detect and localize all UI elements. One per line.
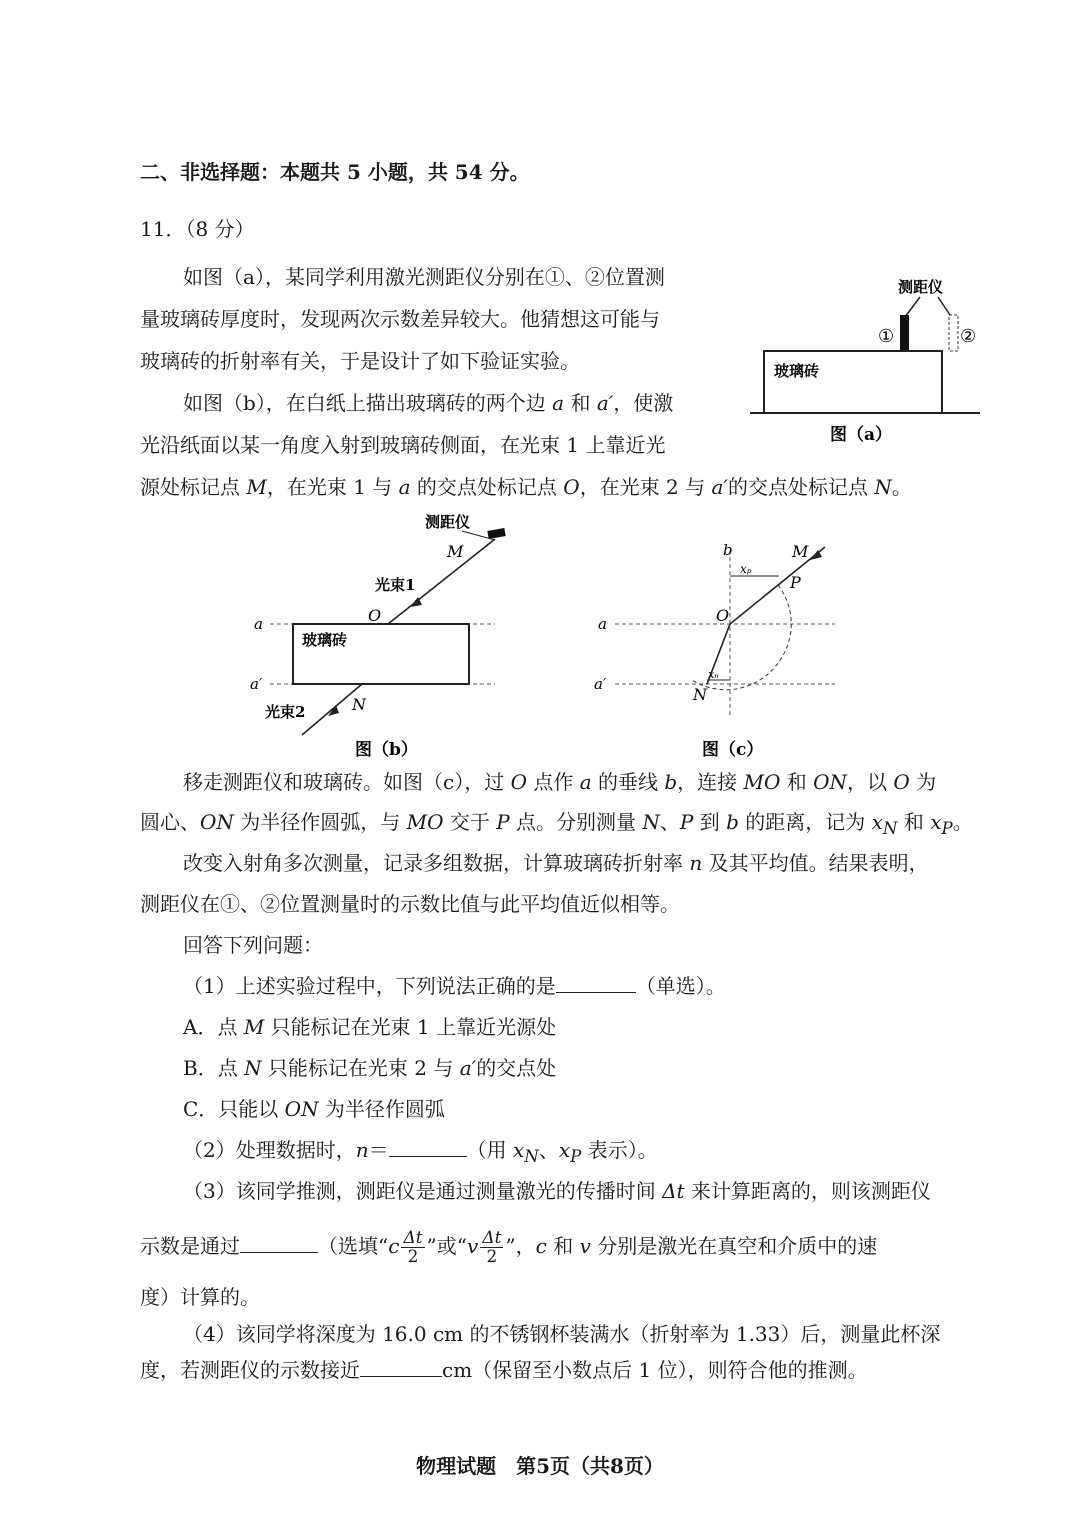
q3-fraction-v: $\frac{\Delta t}{2}$ <box>482 1228 502 1267</box>
q3-line-1: （3）该同学推测，测距仪是通过测量激光的传播时间 Δt 来计算距离的，则该测距仪 <box>183 1179 931 1203</box>
q3-answer-blank[interactable] <box>240 1234 318 1253</box>
question-number: 11．（8 分） <box>140 217 255 241</box>
fig-c-caption: 图（c） <box>702 740 764 760</box>
fig-b-M: M <box>447 542 464 561</box>
fig-c-arc <box>692 585 791 690</box>
q1-option-c: C．只能以 ON 为半径作圆弧 <box>183 1097 445 1121</box>
q1-option-a: A．点 M 只能标记在光束 1 上靠近光源处 <box>183 1015 557 1039</box>
intro-line-2: 量玻璃砖厚度时，发现两次示数差异较大。他猜想这可能与 <box>140 307 660 331</box>
fig-c-M: M <box>792 542 809 561</box>
intro-line-4: 如图（b），在白纸上描出玻璃砖的两个边 a 和 a′，使激 <box>183 391 674 415</box>
q4-answer-blank[interactable] <box>360 1358 442 1377</box>
fig-a-device-label: 测距仪 <box>898 278 944 296</box>
fig-b-caption: 图（b） <box>355 740 418 760</box>
para2-line-1: 移走测距仪和玻璃砖。如图（c），过 O 点作 a 的垂线 b，连接 MO 和 ON，以 O 为 <box>183 770 937 794</box>
fig-c-N: N <box>693 685 707 704</box>
fig-b-aprime-label: a′ <box>250 675 263 693</box>
para3-line-2: 测距仪在①、②位置测量时的示数比值与此平均值近似相等。 <box>140 892 680 916</box>
para3-line-1: 改变入射角多次测量，记录多组数据，计算玻璃砖折射率 n 及其平均值。结果表明， <box>183 851 929 875</box>
fig-c-a-label: a <box>598 615 607 633</box>
q2: （2）处理数据时，n＝ （用 $x_N$、$x_P$ 表示）。 <box>183 1138 658 1166</box>
fig-b-N: N <box>352 695 366 714</box>
intro-line-3: 玻璃砖的折射率有关，于是设计了如下验证实验。 <box>140 349 580 373</box>
q4-line-1: （4）该同学将深度为 16.0 cm 的不锈钢杯装满水（折射率为 1.33）后，测量此杯深 <box>183 1322 941 1346</box>
q1-answer-blank[interactable] <box>556 974 636 993</box>
fig-a-glass-block <box>764 351 942 413</box>
fig-b-block-label: 玻璃砖 <box>302 631 348 649</box>
fig-c-b-label: b <box>723 541 733 559</box>
fig-c-P: P <box>790 573 801 592</box>
q2-answer-blank[interactable] <box>389 1138 467 1157</box>
fig-c-xp-label: xₚ <box>740 562 752 576</box>
intro-line-6: 源处标记点 M，在光束 1 与 a 的交点处标记点 O，在光束 2 与 a′的交点处标记点 N。 <box>140 475 912 499</box>
fig-c-xn-label: xₙ <box>708 668 719 681</box>
fig-a-caption: 图（a） <box>830 425 893 445</box>
fig-b-device <box>488 532 505 535</box>
fig-b-a-label: a <box>254 615 263 633</box>
figure-a <box>750 270 990 450</box>
q1-stem: （1）上述实验过程中，下列说法正确的是 （单选）。 <box>183 974 726 998</box>
fig-c-line-MO <box>730 547 825 624</box>
fig-a-device-pos1 <box>900 315 909 351</box>
q3-fraction-c: $\frac{\Delta t}{2}$ <box>403 1228 423 1267</box>
para2-line-2: 圆心、ON 为半径作圆弧，与 MO 交于 P 点。分别测量 N、P 到 b 的距离，记为 $x_N$ 和 $x_P$。 <box>140 810 973 838</box>
q4-line-2: 度，若测距仪的示数接近 cm（保留至小数点后 1 位），则符合他的推测。 <box>140 1358 868 1382</box>
page-footer: 物理试题 第5页（共8页） <box>416 1454 664 1478</box>
fig-b-beam2-label: 光束2 <box>265 703 306 721</box>
fig-a-pos2: ② <box>960 326 977 347</box>
fig-a-block-label: 玻璃砖 <box>774 362 820 380</box>
fig-c-O: O <box>716 606 730 625</box>
q1-option-b: B．点 N 只能标记在光束 2 与 a′的交点处 <box>183 1056 557 1080</box>
intro-line-5: 光沿纸面以某一角度入射到玻璃砖侧面，在光束 1 上靠近光 <box>140 433 666 457</box>
figure-b <box>240 505 520 765</box>
q3-line-2: 示数是通过 （选填“c $\frac{\Delta t}{2}$ ”或“v $\frac{\Delta t}{2}$ ”，c 和 v 分别是激光在真空和介质中的速 <box>140 1228 878 1267</box>
section-title: 二、非选择题：本题共 5 小题，共 54 分。 <box>140 160 530 184</box>
fig-b-beam1-label: 光束1 <box>375 576 416 594</box>
fig-b-O: O <box>368 606 382 625</box>
fig-a-pos1: ① <box>878 326 895 347</box>
intro-line-1: 如图（a），某同学利用激光测距仪分别在①、②位置测 <box>183 265 665 289</box>
fig-b-device-label: 测距仪 <box>425 513 471 531</box>
fig-a-device-pos2 <box>949 315 958 351</box>
answer-prompt: 回答下列问题： <box>183 933 323 957</box>
figure-c <box>590 535 850 765</box>
q3-line-3: 度）计算的。 <box>140 1285 260 1309</box>
fig-c-aprime-label: a′ <box>594 675 607 693</box>
